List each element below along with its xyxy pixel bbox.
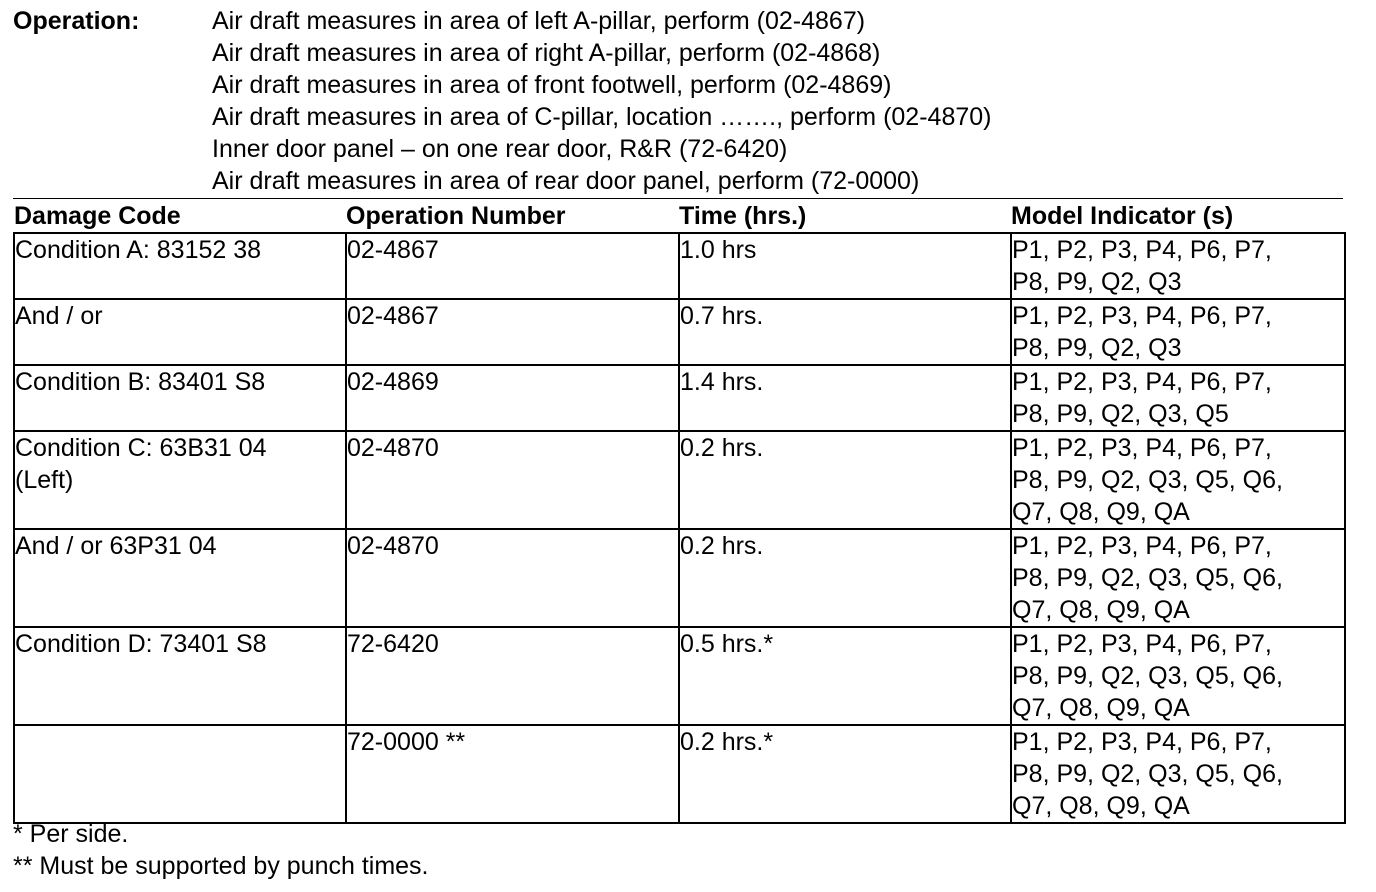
cell-time: 1.0 hrs — [679, 233, 1011, 299]
header-time: Time (hrs.) — [679, 202, 807, 230]
cell-operation-number: 72-0000 ** — [346, 725, 679, 823]
footnote-per-side: * Per side. — [13, 820, 129, 848]
cell-damage-code: Condition A: 83152 38 — [14, 233, 346, 299]
footnote-punch-times: ** Must be supported by punch times. — [13, 852, 429, 880]
operation-line: Inner door panel – on one rear door, R&R (72-6420) — [212, 135, 788, 163]
operation-line: Air draft measures in area of front footwell, perform (02-4869) — [212, 71, 892, 99]
operation-label: Operation: — [13, 7, 140, 35]
footnotes — [13, 818, 1013, 882]
table-row — [14, 725, 1345, 823]
operation-list — [212, 5, 1332, 197]
cell-operation-number: 02-4870 — [346, 529, 679, 627]
cell-damage-code: Condition C: 63B31 04 (Left) — [14, 431, 346, 529]
cell-time: 0.2 hrs. — [679, 529, 1011, 627]
cell-operation-number: 02-4867 — [346, 299, 679, 365]
cell-time: 0.7 hrs. — [679, 299, 1011, 365]
cell-model-indicator: P1, P2, P3, P4, P6, P7, P8, P9, Q2, Q3, Q5, Q6, Q7, Q8, Q9, QA — [1011, 627, 1345, 725]
table-row — [14, 299, 1345, 365]
operation-line: Air draft measures in area of rear door panel, perform (72-0000) — [212, 167, 920, 195]
operation-line: Air draft measures in area of C-pillar, location ……., perform (02-4870) — [212, 103, 992, 131]
cell-damage-code: And / or 63P31 04 — [14, 529, 346, 627]
table-row — [14, 233, 1345, 299]
table-row — [14, 431, 1345, 529]
cell-damage-code: Condition D: 73401 S8 — [14, 627, 346, 725]
cell-model-indicator: P1, P2, P3, P4, P6, P7, P8, P9, Q2, Q3, Q5, Q6, Q7, Q8, Q9, QA — [1011, 725, 1345, 823]
cell-operation-number: 02-4869 — [346, 365, 679, 431]
table-row — [14, 365, 1345, 431]
table-row — [14, 627, 1345, 725]
cell-model-indicator: P1, P2, P3, P4, P6, P7, P8, P9, Q2, Q3, Q5, Q6, Q7, Q8, Q9, QA — [1011, 529, 1345, 627]
header-operation-number: Operation Number — [346, 202, 566, 230]
cell-operation-number: 02-4867 — [346, 233, 679, 299]
cell-operation-number: 72-6420 — [346, 627, 679, 725]
cell-model-indicator: P1, P2, P3, P4, P6, P7, P8, P9, Q2, Q3, Q5 — [1011, 365, 1345, 431]
header-damage-code: Damage Code — [14, 202, 181, 230]
table-row — [14, 529, 1345, 627]
header-divider — [13, 198, 1343, 199]
cell-model-indicator: P1, P2, P3, P4, P6, P7, P8, P9, Q2, Q3 — [1011, 299, 1345, 365]
cell-operation-number: 02-4870 — [346, 431, 679, 529]
cell-time: 0.5 hrs.* — [679, 627, 1011, 725]
operation-line: Air draft measures in area of left A-pillar, perform (02-4867) — [212, 7, 866, 35]
header-model-indicator: Model Indicator (s) — [1011, 202, 1234, 230]
cell-time: 0.2 hrs. — [679, 431, 1011, 529]
cell-model-indicator: P1, P2, P3, P4, P6, P7, P8, P9, Q2, Q3 — [1011, 233, 1345, 299]
operation-line: Air draft measures in area of right A-pillar, perform (02-4868) — [212, 39, 881, 67]
operations-table — [13, 232, 1346, 824]
cell-damage-code: And / or — [14, 299, 346, 365]
cell-damage-code: Condition B: 83401 S8 — [14, 365, 346, 431]
cell-time: 0.2 hrs.* — [679, 725, 1011, 823]
cell-time: 1.4 hrs. — [679, 365, 1011, 431]
table-header — [13, 200, 1343, 232]
cell-model-indicator: P1, P2, P3, P4, P6, P7, P8, P9, Q2, Q3, Q5, Q6, Q7, Q8, Q9, QA — [1011, 431, 1345, 529]
cell-damage-code — [14, 725, 346, 823]
